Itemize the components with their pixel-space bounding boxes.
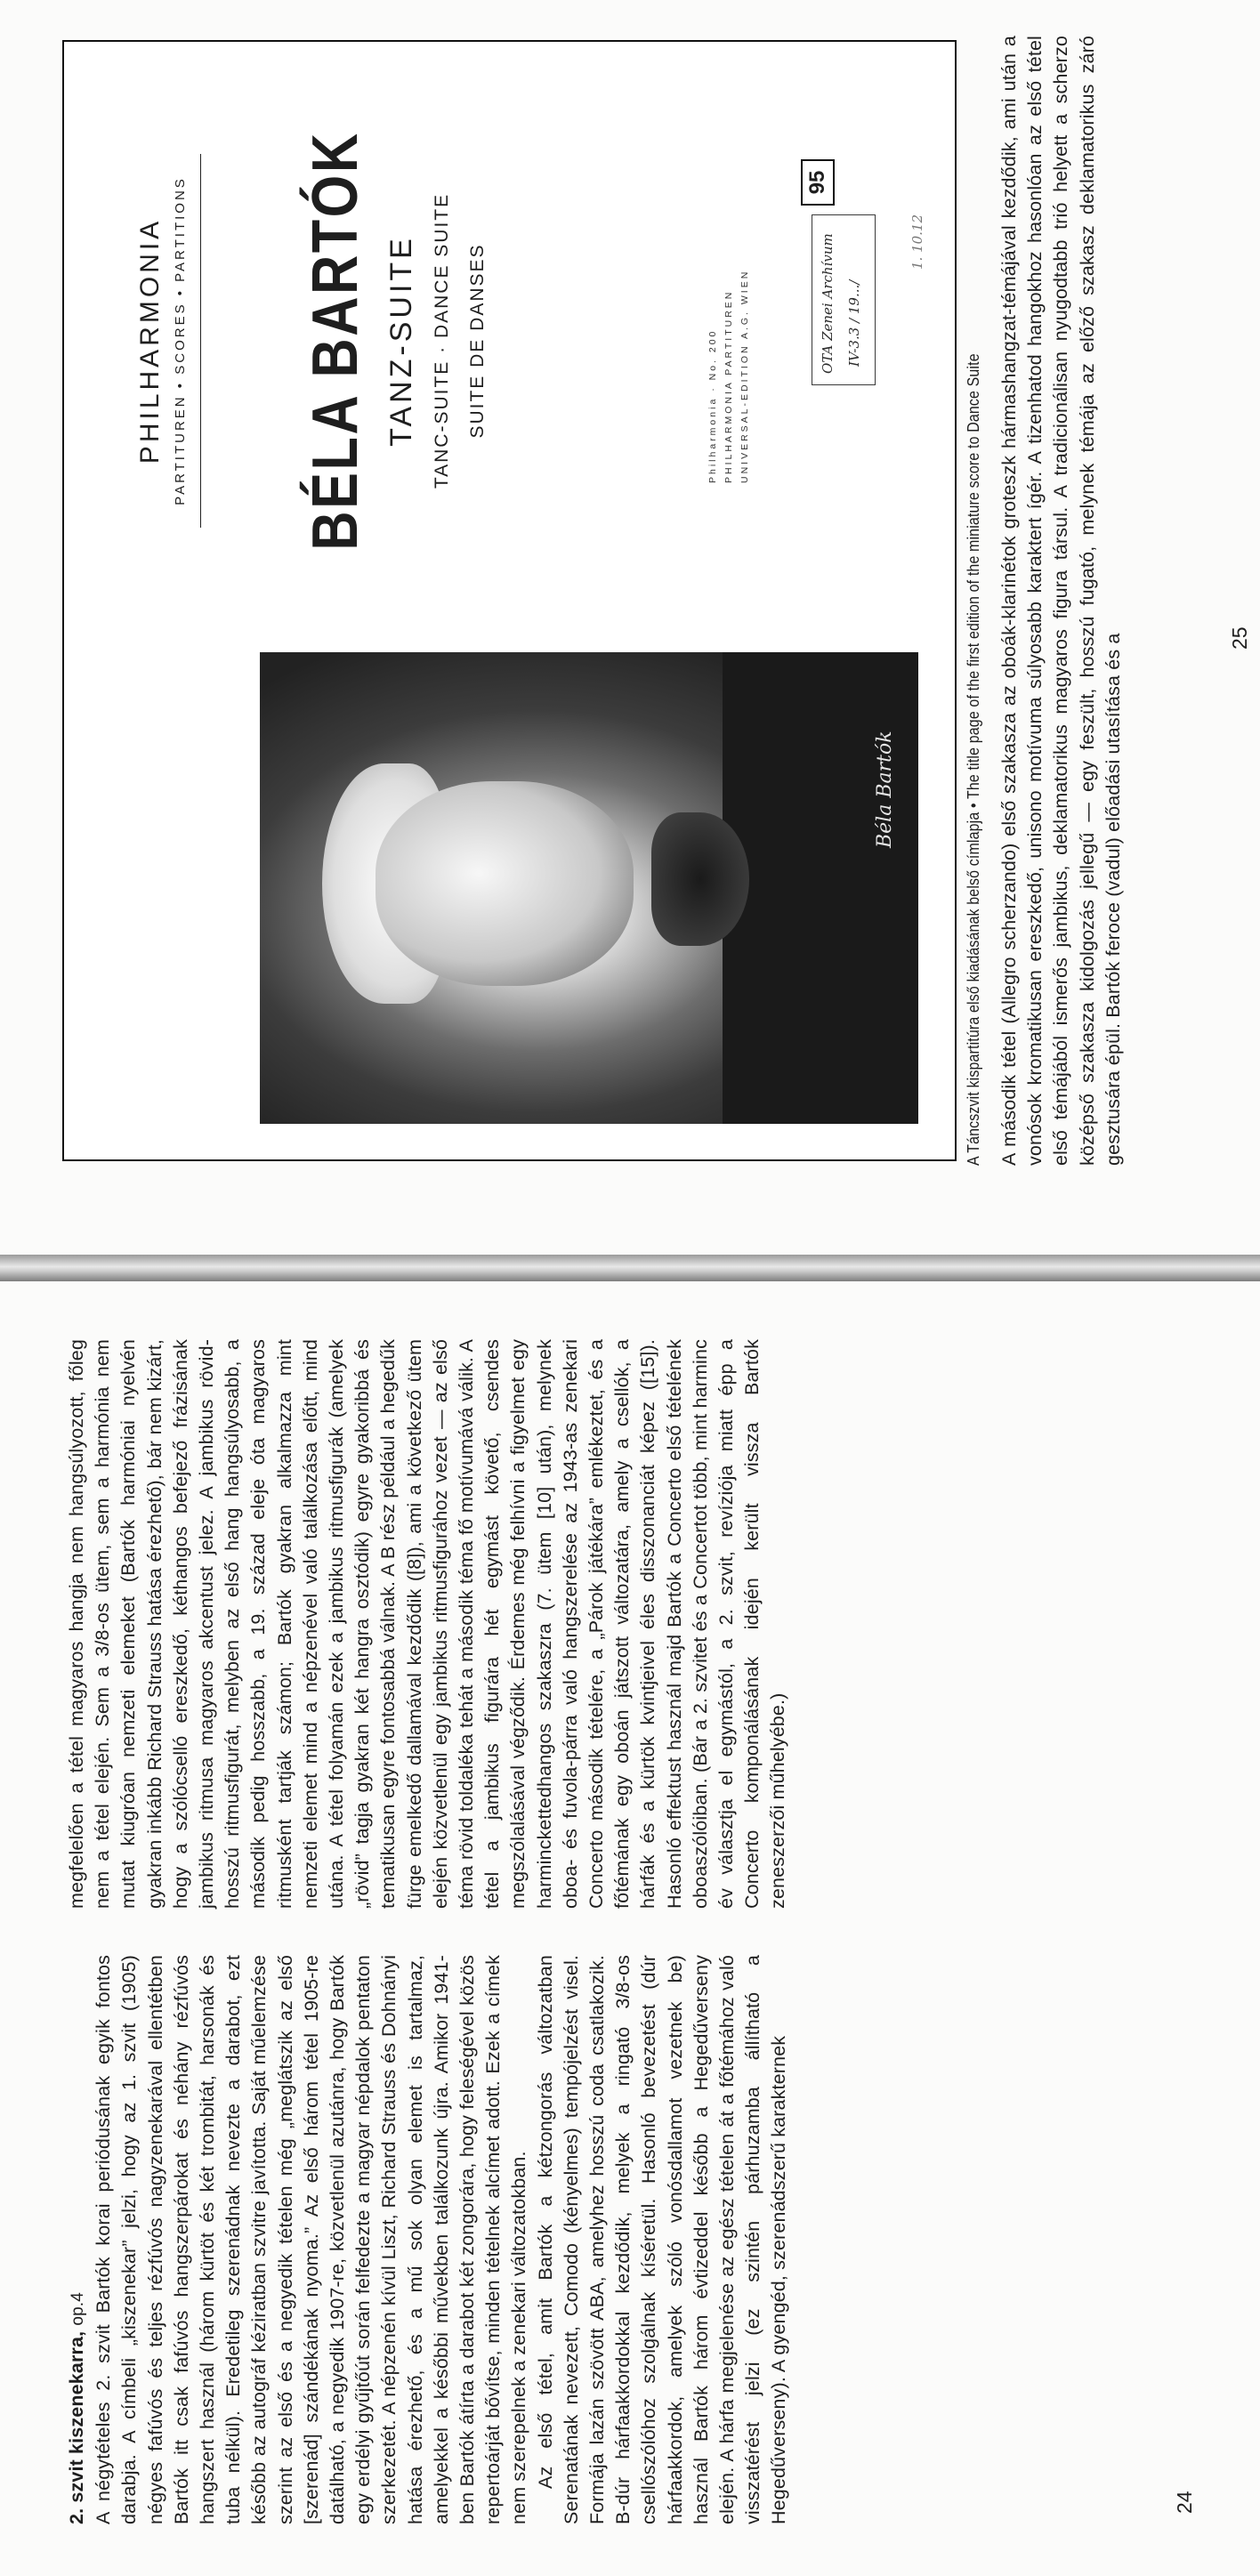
section-heading: 2. szvit kiszenekarra, [66, 2330, 87, 2524]
pen-note: 1. 10.12 [909, 214, 925, 270]
left-page [0, 1281, 1260, 2576]
paragraph: A második tétel (Allegro scherzando) első szakasza az oboák-klarinétok groteszk hármashangzat-témájával kezdődik, ami után a vonósok kromatikusan ereszkedő, unisono motívuma súlyosabb karaktert ígér. A tizenhatod hangokhoz hasonlóan az első tétel első témájából ismerős jambikus, deklamatorikus magyaros figura társul. A tradicionálisan nyugodtabb trió helyett a scherzo középső szakasza kidolgozás jellegű — egy feszült, hosszú fugató, melynek témája az előző szakasz deklamatorikus záró gesztusára épül. Bartók feroce (vadul) előadási utasítása és a [998, 36, 1124, 1166]
photo-signature: Béla Bartók [874, 731, 896, 848]
title-rule [200, 154, 201, 528]
publisher-header: PHILHARMONIA [135, 217, 165, 464]
right-page [0, 0, 1260, 1255]
work-title-alt-1: TANC-SUITE · DANCE SUITE [432, 192, 452, 489]
photo-coat [723, 652, 918, 1124]
right-page-content [0, 0, 1260, 1255]
work-title: TANZ-SUITE [384, 235, 418, 447]
stamp-text: OTA Zenei Archívum [820, 233, 836, 374]
publisher-line-1: PHILHARMONIA PARTITUREN [723, 289, 734, 483]
photo-bowtie [651, 812, 749, 946]
publisher-line-2: UNIVERSAL-EDITION A.G. WIEN [739, 269, 750, 483]
series-number: Philharmonia · No. 200 [707, 328, 718, 483]
stamp-date: IV-3.3 / 19.../ [846, 279, 862, 367]
bartok-portrait-photo [260, 652, 918, 1124]
left-page-content [0, 1281, 1260, 2576]
page-number: 25 [1228, 626, 1251, 650]
paragraph: A négytételes 2. szvit Bartók korai periódusának egyik fontos darabja. A címbeli „kiszenekar” jelzi, hogy az 1. szvit (1905) négyes fafúvós és teljes rézfúvós nagyzenekarával ellentétben Bartók itt csak fafúvós hangszerpárokat és néhány rézfúvós hangszert használ (három kürtöt és két trombitát, harsonák és tuba nélkül). Eredetileg szerenádnak nevezte a darabot, ezt később az autográf kéziratban szvitre javította. Saját műelemzése szerint az első és a negyedik tételen még „meglátszik az első [szerenád] szándékának nyoma.” Az első három tétel 1905-re datálható, a negyedik 1907-re, közvetlenül azutánra, hogy Bartók egy erdélyi gyűjtőút során felfedezte a magyar népdalok pentaton szerkezetét. A népzenén kívül Liszt, Richard Strauss és Dohnányi hatása érezhető, és a mű sok olyan elemet is tartalmaz, amelyekkel a későbbi művekben találkozunk újra. Amikor 1941-ben Bartók átírta a darabot két zongorára, hogy feleségével közös repertoárját bővítse, minden tételnek alcímet adott. Ezek a címek nem szerepelnek a zenekari változatokban. [93, 1955, 530, 2524]
text-column-3 [997, 36, 1255, 1166]
archive-stamp [812, 214, 876, 385]
score-title-block [100, 92, 490, 590]
title-page-plate [62, 40, 957, 1161]
figure-caption: A Táncszvit kispartitúra első kiadásának belső címlapja • The title page of the first edition of the miniature score to Dance Suite [964, 353, 982, 1166]
opus-number: op.4 [69, 2292, 87, 2326]
paragraph: Az első tétel, amit Bartók a kétzongorás változatban Serenatának nevezett, Comodo (kényelmes) tempójelzést visel. Formája lazán szövött ABA, amelyhez hosszú coda csatlakozik. B-dúr hárfaakkordokkal kezdődik, melyek a ringató 3/8-os csellószólóhoz szolgálnak kíséretül. Hasonló bevezetést (dúr hárfaakkordok, amelyek szóló vonósdallamot vezetnek be) használ Bartók három évtizeddel később a Hegedűverseny elején. A hárfa megjelenése az egész tételen át a főtémához való visszatérést jelzi (ez szintén párhuzamba állítható a Hegedűverseny). A gyengéd, szerenádszerű karakternek [534, 1955, 790, 2524]
paragraph: megfelelően a tétel magyaros hangja nem hangsúlyozott, főleg nem a tétel elején. Sem a 3/8-os ütem, sem a harmónia nem mutat kiugróan nemzeti elemeket (Bartók harmóniai nyelvén gyakran inkább Richard Strauss hatása érezhető), bár nem kizárt, hogy a szólócselló ereszkedő, kéthangos befejező frázisának jambikus ritmusa magyaros akcentust jelez. A jambikus rövid-hosszú ritmusfigurát, melyben az első hang hangsúlyosabb, a második pedig hosszabb, a 19. század eleje óta magyaros ritmusként tartják számon; Bartók gyakran alkalmazza mint nemzeti elemet mind a népzenével való találkozása előtt, mind utána. A tétel folyamán ezek a jambikus ritmusfigurák (amelyek „rövid” tagja gyakran két hangra osztódik) egyre gyakoribbá és tematikusan egyre fontosabbá válnak. A B rész például a hegedűk fürge emelkedő dallamával kezdődik ([8]), ami a következő ütem elején közvetlenül egy jambikus ritmusfigurához vezet — az első téma rövid toldaléka tehát a második téma fő motívumává válik. A tétel a jambikus figurára hét egymást követő, csendes megszólalásával végződik. Érdemes még felhívni a figyelmet egy harminckettedhangos szakaszra (7. ütem [10] után), melynek oboa- és fuvola-párra való hangszerelése az 1943-as zenekari Concerto második tételére, a „Párok játékára” emlékeztet, és a főtémának egy oboán játszott változatára, amely a csellók, a hárfák és a kürtök kvintjeivel éles disszonanciát képez ([15]). Hasonló effektust használ majd Bartók a Concerto első tételének oboaszólóiban. (Bár a 2. szvitet és a Concertot több, mint harminc év választja el egymástól, a 2. szvit, revíziója miatt épp a Concerto komponálásának idején került vissza Bartók zeneszerzői műhelyébe.) [66, 1339, 789, 1909]
work-title-alt-2: SUITE DE DANSES [467, 243, 488, 439]
book-gutter [0, 1255, 1260, 1281]
publisher-block [705, 101, 753, 483]
page-number: 24 [1173, 2491, 1196, 2514]
stamp-number-box: 95 [801, 159, 835, 206]
composer-name: BÉLA BARTÓK [300, 131, 371, 551]
publisher-subheader: PARTITUREN • SCORES • PARTITIONS [173, 176, 188, 505]
text-column-2 [64, 1339, 1150, 1909]
text-column-1 [64, 1955, 1150, 2524]
section-heading-line [64, 1955, 91, 2524]
photo-face [376, 781, 634, 986]
